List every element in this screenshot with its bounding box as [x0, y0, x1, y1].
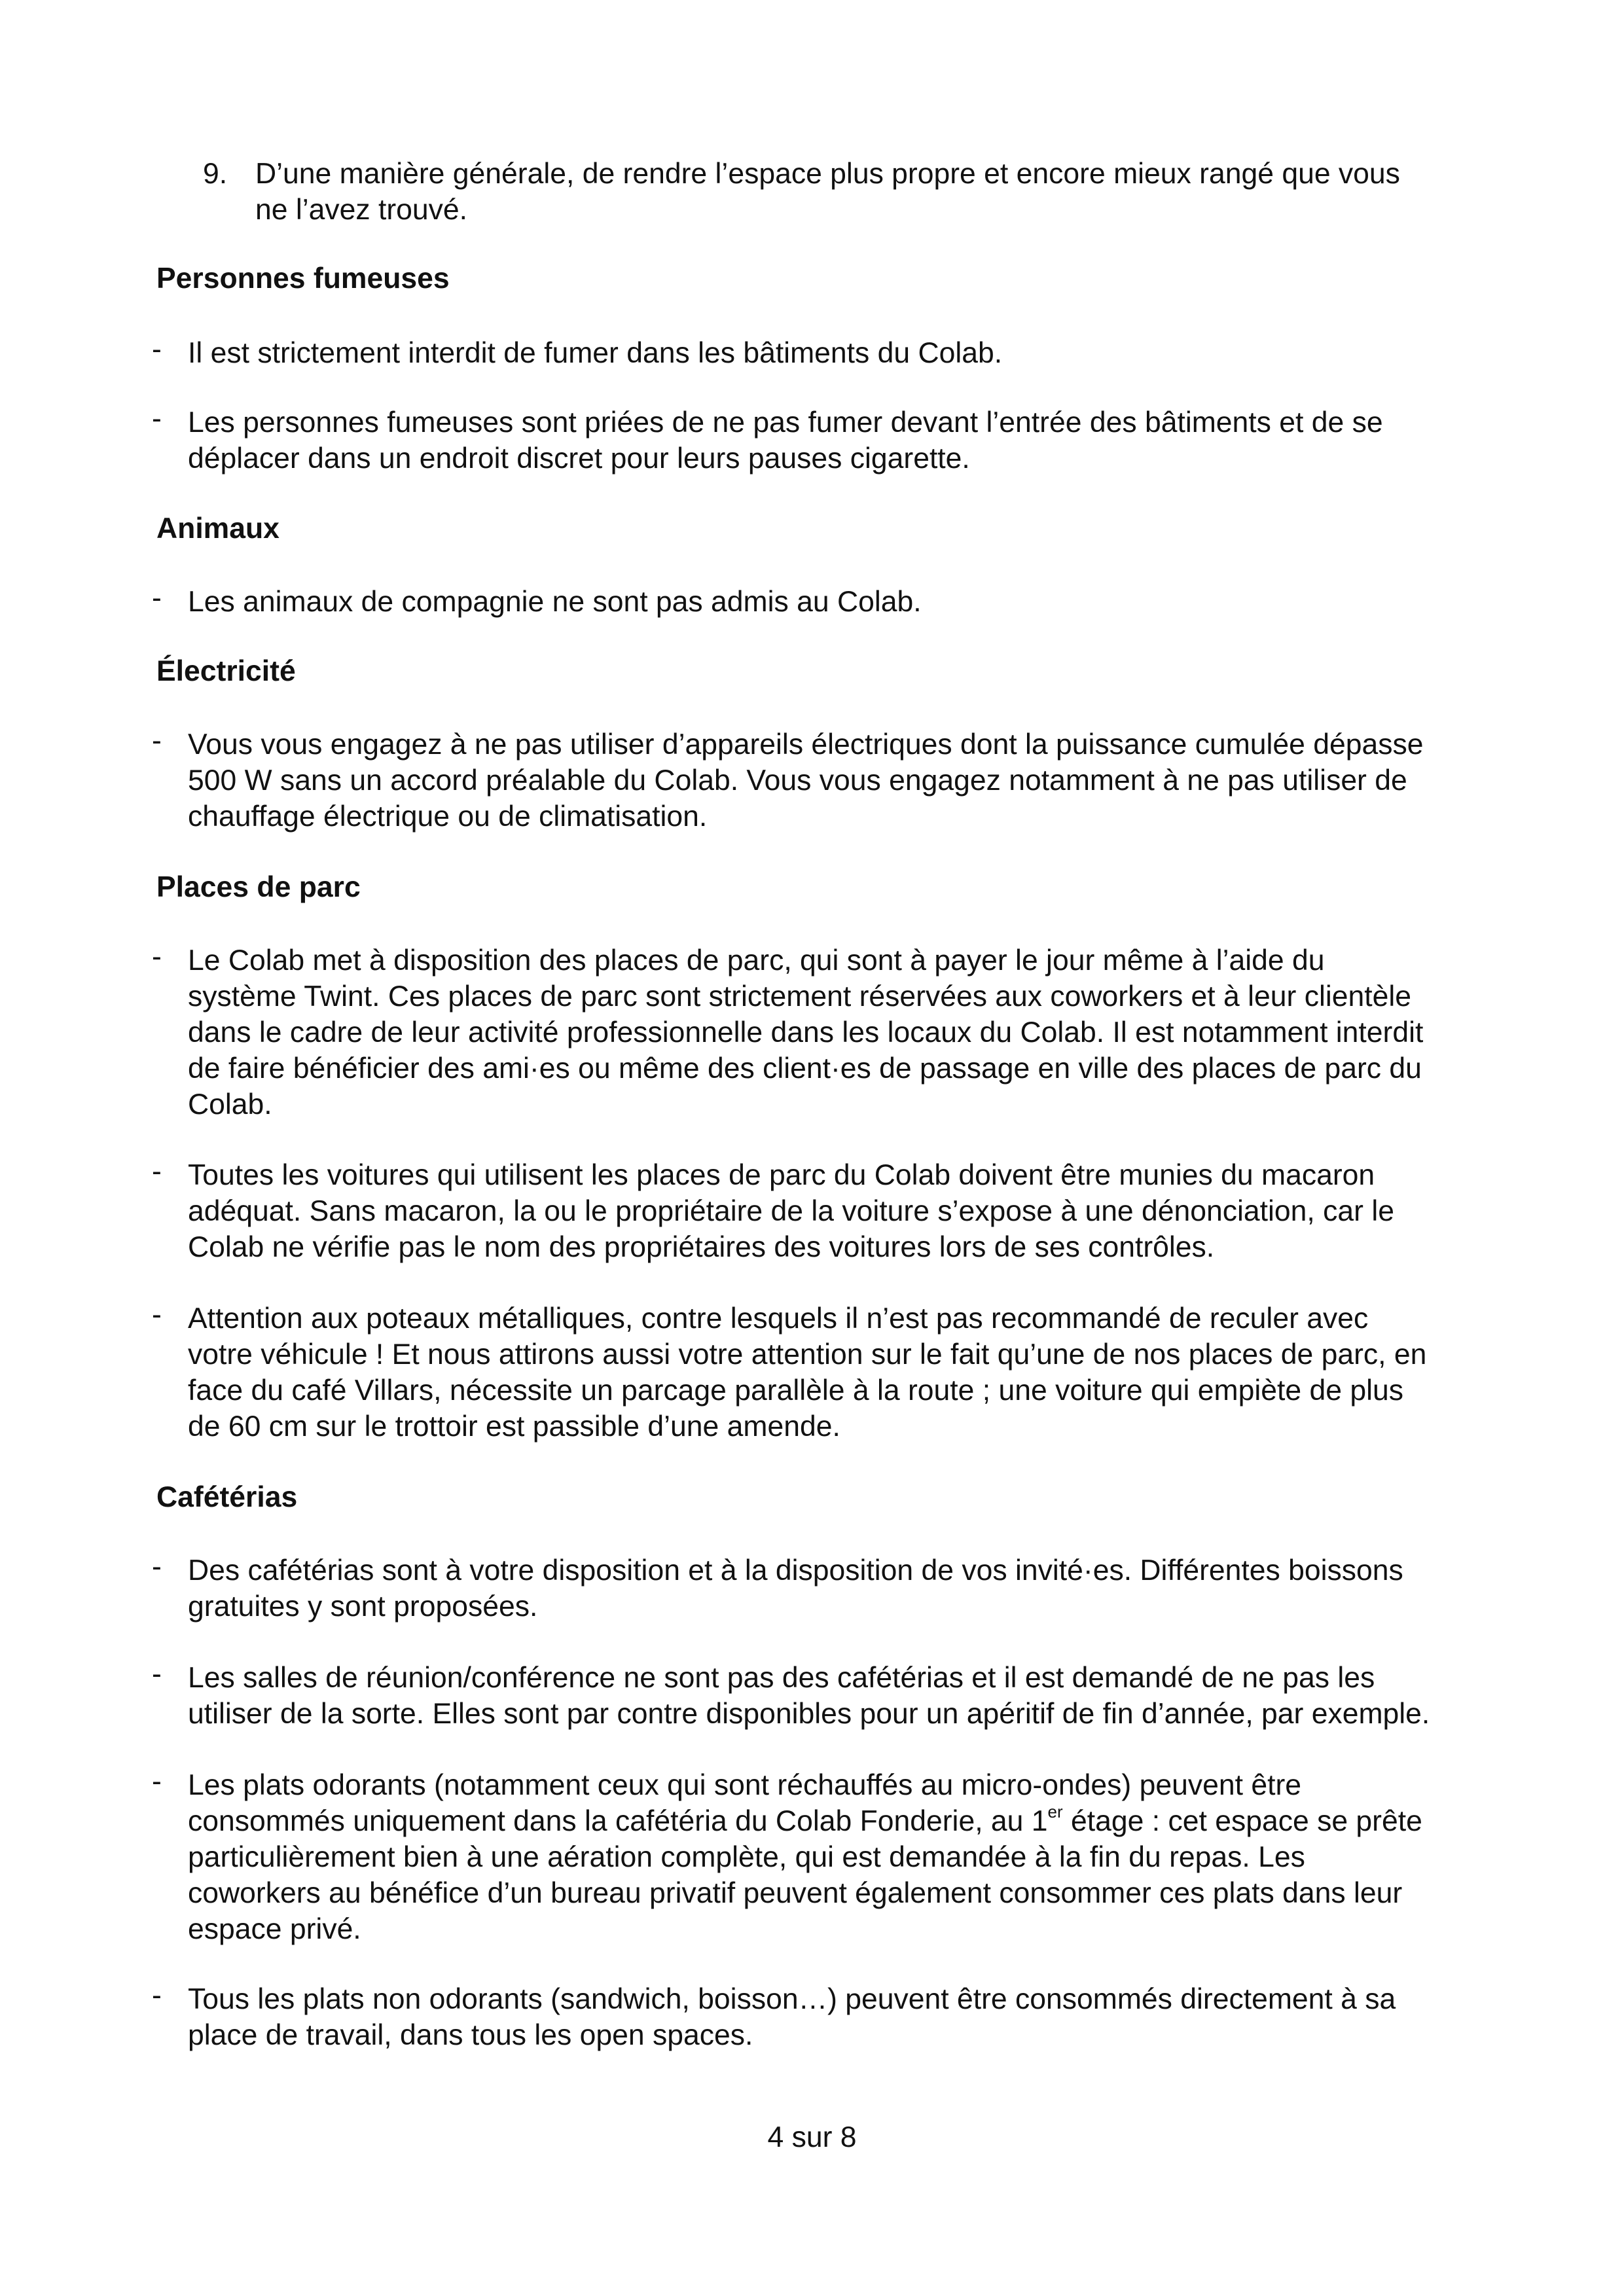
text-line: dans le cadre de leur activité professionnelle dans les locaux du Colab. Il est notamment interdit — [188, 1016, 1424, 1049]
bullet-dash: - — [152, 1299, 162, 1331]
text-line: Toutes les voitures qui utilisent les places de parc du Colab doivent être munies du macaron — [188, 1159, 1375, 1191]
text-line: 500 W sans un accord préalable du Colab. Vous vous engagez notamment à ne pas utiliser de — [188, 764, 1407, 797]
bullet-item — [152, 1981, 1487, 2053]
text-line: de faire bénéficier des ami·es ou même des client·es de passage en ville des places de parc du — [188, 1052, 1422, 1085]
text-line: place de travail, dans tous les open spaces. — [188, 2019, 753, 2051]
text-line: Les animaux de compagnie ne sont pas admis au Colab. — [188, 586, 922, 618]
bullet-dash: - — [152, 1658, 162, 1690]
text-line: coworkers au bénéfice d’un bureau privatif peuvent également consommer ces plats dans leur — [188, 1877, 1403, 1909]
text-line: Vous vous engagez à ne pas utiliser d’appareils électriques dont la puissance cumulée dépasse — [188, 728, 1424, 761]
bullet-dash: - — [152, 333, 162, 365]
text-line-with-superscript — [188, 1803, 1490, 1839]
bullet-dash: - — [152, 1765, 162, 1797]
list-number: 9. — [203, 158, 228, 190]
text-line: de 60 cm sur le trottoir est passible d’une amende. — [188, 1410, 840, 1443]
section-heading-electricity: Électricité — [156, 655, 296, 687]
text-segment: consommés uniquement dans la cafétéria du Colab Fonderie, au 1 — [188, 1805, 1048, 1837]
bullet-dash: - — [152, 1979, 162, 2011]
text-line: Colab ne vérifie pas le nom des propriétaires des voitures lors de ses contrôles. — [188, 1231, 1215, 1263]
text-line: gratuites y sont proposées. — [188, 1590, 538, 1623]
text-line: chauffage électrique ou de climatisation. — [188, 800, 708, 833]
section-heading-cafeterias: Cafétérias — [156, 1481, 298, 1513]
page-number: 4 sur 8 — [767, 2121, 857, 2153]
text-line: ne l’avez trouvé. — [255, 194, 468, 226]
text-line: utiliser de la sorte. Elles sont par contre disponibles pour un apéritif de fin d’année, par exemple. — [188, 1698, 1430, 1730]
text-line: Des cafétérias sont à votre disposition et à la disposition de vos invité·es. Différentes boissons — [188, 1554, 1403, 1587]
bullet-item — [152, 1660, 1487, 1732]
bullet-item — [152, 1157, 1487, 1265]
section-heading-smokers: Personnes fumeuses — [156, 262, 450, 295]
text-line: face du café Villars, nécessite un parcage parallèle à la route ; une voiture qui empiète de plus — [188, 1374, 1403, 1407]
text-line: système Twint. Ces places de parc sont strictement réservées aux coworkers et à leur clientèle — [188, 980, 1411, 1013]
text-line: D’une manière générale, de rendre l’espace plus propre et encore mieux rangé que vous — [255, 158, 1400, 190]
numbered-list-item-9 — [203, 156, 1512, 228]
text-line: espace privé. — [188, 1913, 361, 1945]
bullet-dash: - — [152, 941, 162, 973]
ordinal-superscript: er — [1047, 1802, 1063, 1822]
bullet-dash: - — [152, 1551, 162, 1583]
text-segment: étage : cet espace se prête — [1062, 1805, 1422, 1837]
text-line: Tous les plats non odorants (sandwich, boisson…) peuvent être consommés directement à sa — [188, 1983, 1396, 2015]
text-line: Colab. — [188, 1088, 272, 1121]
bullet-item — [152, 942, 1487, 1122]
bullet-dash: - — [152, 582, 162, 614]
text-line: Les personnes fumeuses sont priées de ne pas fumer devant l’entrée des bâtiments et de se — [188, 406, 1383, 439]
text-line: adéquat. Sans macaron, la ou le propriétaire de la voiture s’expose à une dénonciation, car le — [188, 1195, 1394, 1227]
text-line: particulièrement bien à une aération complète, qui est demandée à la fin du repas. Les — [188, 1841, 1305, 1873]
bullet-item — [152, 335, 1487, 371]
text-line: Le Colab met à disposition des places de parc, qui sont à payer le jour même à l’aide du — [188, 944, 1325, 977]
text-line: Les plats odorants (notamment ceux qui sont réchauffés au micro-ondes) peuvent être — [188, 1769, 1302, 1801]
text-line: Les salles de réunion/conférence ne sont pas des cafétérias et il est demandé de ne pas les — [188, 1662, 1375, 1694]
section-heading-animals: Animaux — [156, 512, 280, 545]
bullet-item — [152, 1767, 1487, 1947]
section-heading-parking: Places de parc — [156, 871, 361, 903]
bullet-dash: - — [152, 1155, 162, 1187]
bullet-item — [152, 1552, 1487, 1624]
text-line: votre véhicule ! Et nous attirons aussi votre attention sur le fait qu’une de nos places de parc, en — [188, 1338, 1427, 1371]
text-line: Il est strictement interdit de fumer dans les bâtiments du Colab. — [188, 337, 1003, 369]
bullet-item — [152, 726, 1487, 834]
bullet-item — [152, 404, 1487, 476]
text-line: Attention aux poteaux métalliques, contre lesquels il n’est pas recommandé de reculer avec — [188, 1302, 1369, 1335]
text-line: déplacer dans un endroit discret pour leurs pauses cigarette. — [188, 442, 970, 475]
bullet-dash: - — [152, 725, 162, 757]
bullet-item — [152, 1300, 1487, 1444]
bullet-item — [152, 584, 1487, 620]
bullet-dash: - — [152, 403, 162, 435]
